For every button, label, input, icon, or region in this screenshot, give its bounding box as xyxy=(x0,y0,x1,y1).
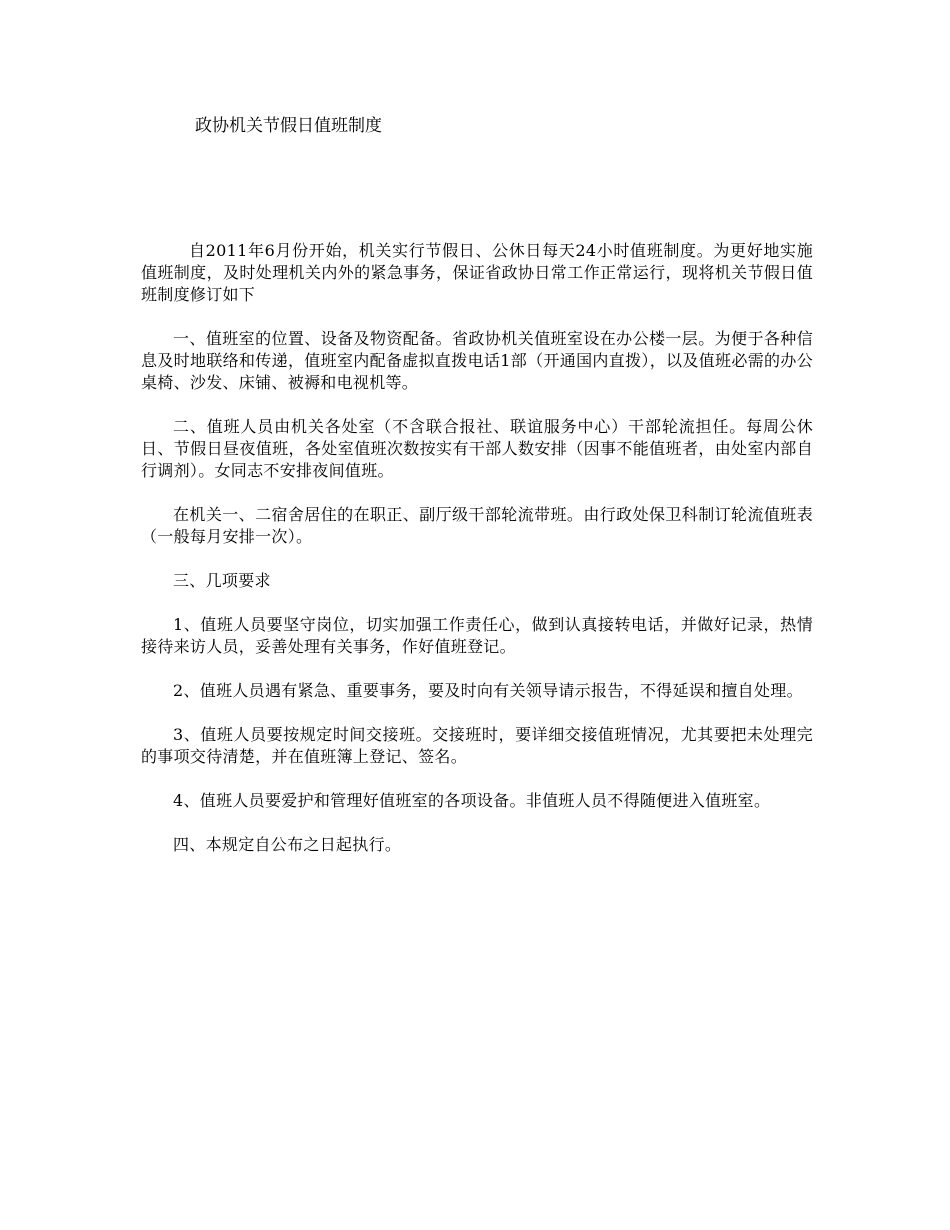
paragraph-section-2-note: 在机关一、二宿舍居住的在职正、副厅级干部轮流带班。由行政处保卫科制订轮流值班表（一般每月安排一次）。 xyxy=(141,505,813,546)
paragraph-section-3-heading: 三、几项要求 xyxy=(173,571,271,590)
document-title: 政协机关节假日值班制度 xyxy=(195,116,382,136)
paragraph-section-1: 一、值班室的位置、设备及物资配备。省政协机关值班室设在办公楼一层。为便于各种信息及时地联络和传递，值班室内配备虚拟直拨电话1部（开通国内直拨），以及值班必需的办公桌椅、沙发、床铺、被褥和电视机等。 xyxy=(141,329,813,392)
paragraph-intro: 自2011年6月份开始，机关实行节假日、公休日每天24小时值班制度。为更好地实施值班制度，及时处理机关内外的紧急事务，保证省政协日常工作正常运行，现将机关节假日值班制度修订如下 xyxy=(141,241,813,304)
paragraph-section-4: 四、本规定自公布之日起执行。 xyxy=(173,835,402,854)
paragraph-requirement-2: 2、值班人员遇有紧急、重要事务，要及时向有关领导请示报告，不得延误和擅自处理。 xyxy=(173,681,803,700)
paragraph-requirement-1: 1、值班人员要坚守岗位，切实加强工作责任心，做到认真接转电话，并做好记录，热情接待来访人员，妥善处理有关事务，作好值班登记。 xyxy=(141,615,813,656)
paragraph-requirement-4: 4、值班人员要爱护和管理好值班室的各项设备。非值班人员不得随便进入值班室。 xyxy=(173,791,771,810)
paragraph-requirement-3: 3、值班人员要按规定时间交接班。交接班时，要详细交接值班情况，尤其要把未处理完的事项交待清楚，并在值班簿上登记、签名。 xyxy=(141,725,813,766)
document-body xyxy=(141,240,813,878)
paragraph-section-2: 二、值班人员由机关各处室（不含联合报社、联谊服务中心）干部轮流担任。每周公休日、节假日昼夜值班，各处室值班次数按实有干部人数安排（因事不能值班者，由处室内部自行调剂）。女同志不安排夜间值班。 xyxy=(141,417,813,480)
